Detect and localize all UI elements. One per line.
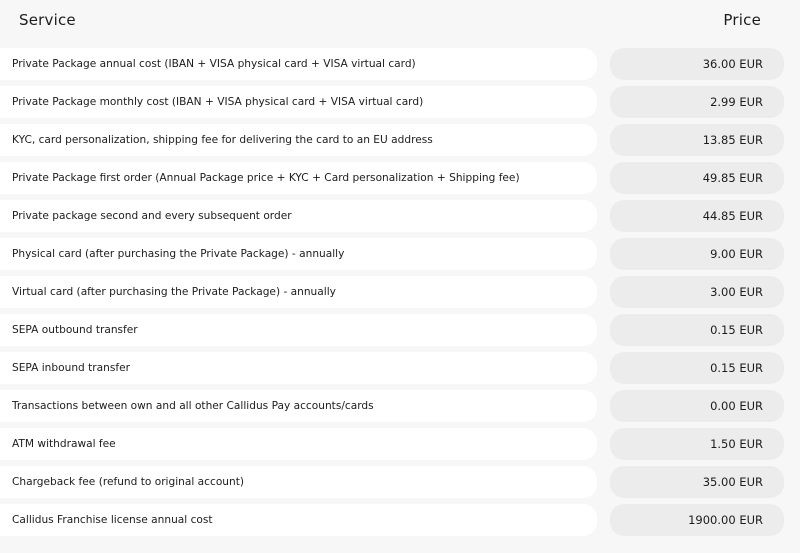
service-cell: Private Package annual cost (IBAN + VISA physical card + VISA virtual card) — [0, 48, 597, 80]
table-row — [0, 428, 800, 460]
service-cell: KYC, card personalization, shipping fee for delivering the card to an EU address — [0, 124, 597, 156]
price-column-header: Price — [723, 11, 761, 29]
table-row — [0, 314, 800, 346]
table-header — [0, 0, 800, 44]
table-row — [0, 352, 800, 384]
price-cell: 1.50 EUR — [610, 428, 784, 460]
table-row — [0, 504, 800, 536]
price-cell: 13.85 EUR — [610, 124, 784, 156]
service-cell: SEPA inbound transfer — [0, 352, 597, 384]
service-cell: SEPA outbound transfer — [0, 314, 597, 346]
service-cell: Callidus Franchise license annual cost — [0, 504, 597, 536]
table-row — [0, 238, 800, 270]
table-row — [0, 48, 800, 80]
table-row — [0, 86, 800, 118]
table-row — [0, 124, 800, 156]
service-column-header: Service — [19, 11, 76, 29]
service-cell: Private Package monthly cost (IBAN + VISA physical card + VISA virtual card) — [0, 86, 597, 118]
price-cell: 3.00 EUR — [610, 276, 784, 308]
table-row — [0, 466, 800, 498]
service-cell: Private package second and every subsequent order — [0, 200, 597, 232]
price-cell: 0.15 EUR — [610, 352, 784, 384]
service-cell: Private Package first order (Annual Package price + KYC + Card personalization + Shipping fee) — [0, 162, 597, 194]
table-row — [0, 390, 800, 422]
price-cell: 0.15 EUR — [610, 314, 784, 346]
table-row — [0, 276, 800, 308]
service-cell: Physical card (after purchasing the Private Package) - annually — [0, 238, 597, 270]
table-row — [0, 162, 800, 194]
price-cell: 36.00 EUR — [610, 48, 784, 80]
price-table — [0, 48, 800, 542]
price-cell: 49.85 EUR — [610, 162, 784, 194]
price-cell: 1900.00 EUR — [610, 504, 784, 536]
price-cell: 35.00 EUR — [610, 466, 784, 498]
table-row — [0, 200, 800, 232]
price-cell: 9.00 EUR — [610, 238, 784, 270]
service-cell: Chargeback fee (refund to original account) — [0, 466, 597, 498]
service-cell: Virtual card (after purchasing the Private Package) - annually — [0, 276, 597, 308]
service-cell: Transactions between own and all other Callidus Pay accounts/cards — [0, 390, 597, 422]
price-cell: 0.00 EUR — [610, 390, 784, 422]
price-cell: 44.85 EUR — [610, 200, 784, 232]
price-cell: 2.99 EUR — [610, 86, 784, 118]
service-cell: ATM withdrawal fee — [0, 428, 597, 460]
